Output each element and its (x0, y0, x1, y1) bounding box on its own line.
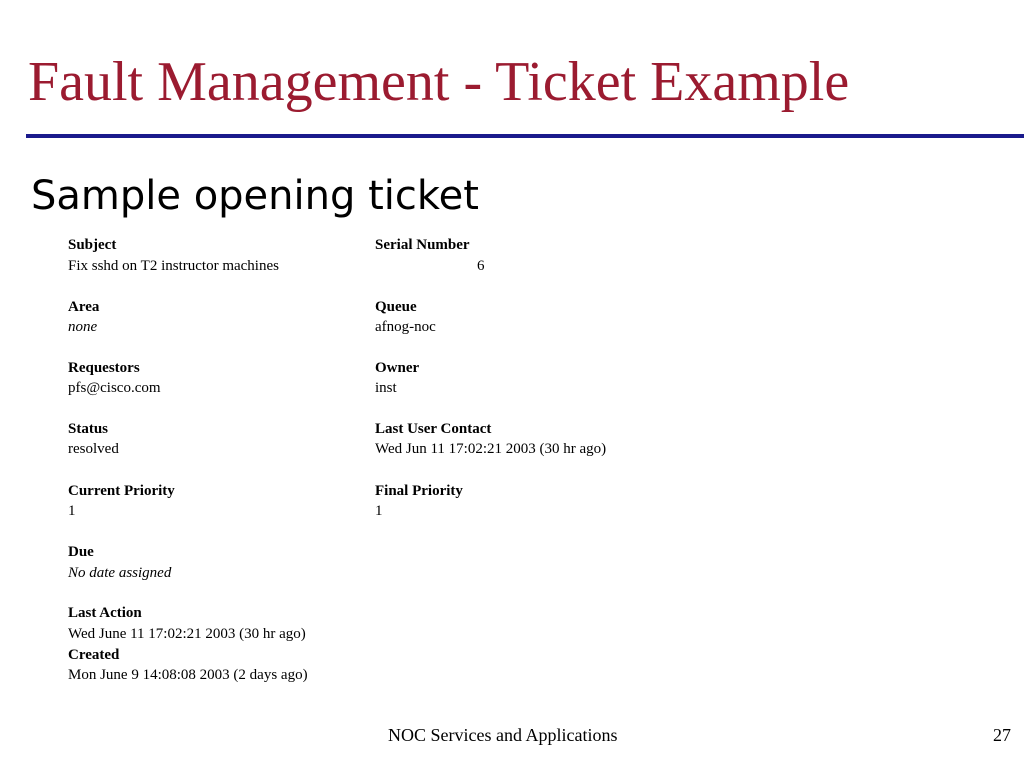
subject-label: Subject (68, 237, 117, 253)
final-priority-value: 1 (375, 503, 383, 519)
due-value: No date assigned (68, 565, 172, 581)
slide-subtitle: Sample opening ticket (31, 173, 479, 219)
last-user-contact-value: Wed Jun 11 17:02:21 2003 (30 hr ago) (375, 441, 607, 457)
created-value: Mon June 9 14:08:08 2003 (2 days ago) (68, 667, 308, 683)
last-user-contact-label: Last User Contact (375, 421, 492, 437)
due-label: Due (68, 544, 94, 560)
queue-label: Queue (375, 299, 417, 315)
last-action-value: Wed June 11 17:02:21 2003 (30 hr ago) (68, 626, 306, 642)
current-priority-label: Current Priority (68, 483, 175, 499)
footer-text: NOC Services and Applications (388, 725, 618, 745)
title-divider (26, 134, 1024, 138)
status-value: resolved (68, 441, 119, 457)
area-value: none (68, 319, 98, 335)
slide-title: Fault Management - Ticket Example (28, 51, 850, 113)
serial-number-value: 6 (477, 258, 485, 274)
subject-value: Fix sshd on T2 instructor machines (68, 258, 279, 274)
final-priority-label: Final Priority (375, 483, 463, 499)
requestors-value: pfs@cisco.com (68, 380, 161, 396)
owner-label: Owner (375, 360, 420, 376)
queue-value: afnog-noc (375, 319, 436, 335)
last-action-label: Last Action (68, 605, 142, 621)
current-priority-value: 1 (68, 503, 76, 519)
requestors-label: Requestors (68, 360, 140, 376)
status-label: Status (68, 421, 109, 437)
created-label: Created (68, 647, 120, 663)
serial-number-label: Serial Number (375, 237, 470, 253)
page-number: 27 (993, 725, 1011, 745)
area-label: Area (68, 299, 100, 315)
owner-value: inst (375, 380, 397, 396)
